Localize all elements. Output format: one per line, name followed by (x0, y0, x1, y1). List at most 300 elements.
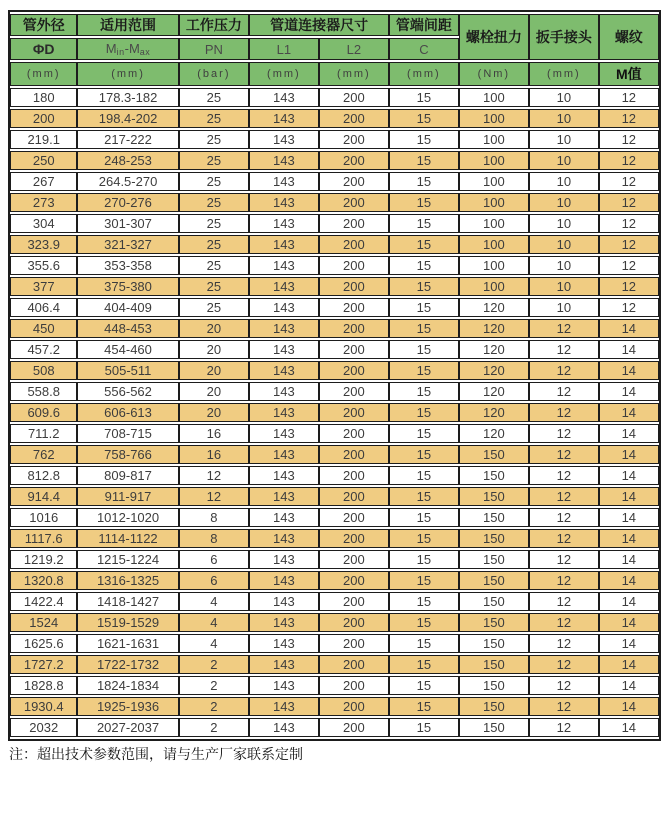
col-header-thread: 螺纹 (599, 14, 659, 60)
cell-applicable-range: 1925-1936 (77, 697, 178, 716)
cell-pipe-end-gap: 15 (389, 676, 458, 695)
cell-l2: 200 (319, 298, 390, 317)
cell-applicable-range: 301-307 (77, 214, 178, 233)
cell-outer-diameter: 1422.4 (10, 592, 77, 611)
cell-l1: 143 (249, 424, 318, 443)
cell-wrench-joint: 12 (529, 529, 598, 548)
cell-applicable-range: 321-327 (77, 235, 178, 254)
cell-outer-diameter: 711.2 (10, 424, 77, 443)
cell-bolt-torque: 150 (459, 508, 530, 527)
cell-thread-m-value: 14 (599, 361, 659, 380)
cell-thread-m-value: 12 (599, 298, 659, 317)
cell-working-pressure: 2 (179, 718, 250, 737)
cell-outer-diameter: 250 (10, 151, 77, 170)
table-row (10, 235, 659, 254)
table-row (10, 613, 659, 632)
cell-wrench-joint: 12 (529, 424, 598, 443)
cell-bolt-torque: 150 (459, 718, 530, 737)
table-row (10, 130, 659, 149)
cell-thread-m-value: 14 (599, 592, 659, 611)
cell-thread-m-value: 14 (599, 634, 659, 653)
cell-working-pressure: 20 (179, 382, 250, 401)
cell-thread-m-value: 14 (599, 550, 659, 569)
cell-applicable-range: 505-511 (77, 361, 178, 380)
table-row (10, 424, 659, 443)
cell-thread-m-value: 12 (599, 130, 659, 149)
table-row (10, 550, 659, 569)
cell-l1: 143 (249, 172, 318, 191)
cell-l1: 143 (249, 214, 318, 233)
cell-wrench-joint: 12 (529, 697, 598, 716)
cell-applicable-range: 1114-1122 (77, 529, 178, 548)
cell-outer-diameter: 304 (10, 214, 77, 233)
cell-applicable-range: 404-409 (77, 298, 178, 317)
cell-thread-m-value: 12 (599, 151, 659, 170)
cell-pipe-end-gap: 15 (389, 382, 458, 401)
cell-l1: 143 (249, 235, 318, 254)
cell-working-pressure: 20 (179, 319, 250, 338)
cell-l2: 200 (319, 319, 390, 338)
cell-pipe-end-gap: 15 (389, 718, 458, 737)
cell-applicable-range: 1418-1427 (77, 592, 178, 611)
cell-l2: 200 (319, 676, 390, 695)
symbol-l1: L1 (249, 38, 318, 60)
cell-l2: 200 (319, 487, 390, 506)
cell-pipe-end-gap: 15 (389, 214, 458, 233)
table-row (10, 172, 659, 191)
cell-l1: 143 (249, 361, 318, 380)
cell-outer-diameter: 609.6 (10, 403, 77, 422)
table-row (10, 256, 659, 275)
cell-thread-m-value: 14 (599, 613, 659, 632)
cell-wrench-joint: 12 (529, 592, 598, 611)
cell-l2: 200 (319, 403, 390, 422)
cell-applicable-range: 264.5-270 (77, 172, 178, 191)
cell-l2: 200 (319, 235, 390, 254)
cell-bolt-torque: 150 (459, 676, 530, 695)
cell-outer-diameter: 377 (10, 277, 77, 296)
cell-l1: 143 (249, 109, 318, 128)
cell-applicable-range: 1824-1834 (77, 676, 178, 695)
cell-l2: 200 (319, 130, 390, 149)
cell-working-pressure: 4 (179, 613, 250, 632)
cell-applicable-range: 198.4-202 (77, 109, 178, 128)
cell-thread-m-value: 14 (599, 655, 659, 674)
cell-thread-m-value: 12 (599, 277, 659, 296)
cell-thread-m-value: 14 (599, 445, 659, 464)
cell-wrench-joint: 12 (529, 340, 598, 359)
cell-working-pressure: 20 (179, 340, 250, 359)
cell-thread-m-value: 14 (599, 529, 659, 548)
cell-pipe-end-gap: 15 (389, 550, 458, 569)
cell-thread-m-value: 12 (599, 235, 659, 254)
cell-wrench-joint: 10 (529, 214, 598, 233)
cell-l2: 200 (319, 529, 390, 548)
cell-pipe-end-gap: 15 (389, 298, 458, 317)
cell-l2: 200 (319, 340, 390, 359)
cell-wrench-joint: 12 (529, 613, 598, 632)
symbol-l2: L2 (319, 38, 390, 60)
cell-working-pressure: 25 (179, 256, 250, 275)
cell-bolt-torque: 150 (459, 592, 530, 611)
cell-thread-m-value: 12 (599, 88, 659, 107)
cell-pipe-end-gap: 15 (389, 88, 458, 107)
unit-pressure-bar: (bar) (179, 62, 250, 86)
cell-bolt-torque: 150 (459, 529, 530, 548)
cell-outer-diameter: 2032 (10, 718, 77, 737)
cell-outer-diameter: 219.1 (10, 130, 77, 149)
cell-l1: 143 (249, 613, 318, 632)
cell-l1: 143 (249, 256, 318, 275)
cell-thread-m-value: 12 (599, 193, 659, 212)
table-row (10, 697, 659, 716)
cell-outer-diameter: 558.8 (10, 382, 77, 401)
cell-bolt-torque: 150 (459, 550, 530, 569)
cell-thread-m-value: 14 (599, 466, 659, 485)
cell-l2: 200 (319, 634, 390, 653)
cell-pipe-end-gap: 15 (389, 235, 458, 254)
cell-l1: 143 (249, 655, 318, 674)
cell-bolt-torque: 150 (459, 634, 530, 653)
cell-wrench-joint: 10 (529, 193, 598, 212)
table-row (10, 508, 659, 527)
cell-outer-diameter: 323.9 (10, 235, 77, 254)
cell-l1: 143 (249, 130, 318, 149)
cell-l2: 200 (319, 382, 390, 401)
cell-thread-m-value: 14 (599, 571, 659, 590)
table-row (10, 592, 659, 611)
table-row (10, 361, 659, 380)
cell-working-pressure: 6 (179, 571, 250, 590)
cell-pipe-end-gap: 15 (389, 592, 458, 611)
cell-thread-m-value: 14 (599, 697, 659, 716)
cell-bolt-torque: 100 (459, 193, 530, 212)
cell-l1: 143 (249, 382, 318, 401)
cell-working-pressure: 12 (179, 466, 250, 485)
cell-l1: 143 (249, 676, 318, 695)
cell-wrench-joint: 10 (529, 256, 598, 275)
unit-range-mm: (mm) (77, 62, 178, 86)
cell-bolt-torque: 150 (459, 487, 530, 506)
table-row (10, 403, 659, 422)
cell-pipe-end-gap: 15 (389, 571, 458, 590)
cell-pipe-end-gap: 15 (389, 319, 458, 338)
cell-applicable-range: 606-613 (77, 403, 178, 422)
cell-applicable-range: 178.3-182 (77, 88, 178, 107)
header-row-units (10, 62, 659, 86)
cell-applicable-range: 1316-1325 (77, 571, 178, 590)
cell-l1: 143 (249, 466, 318, 485)
table-row (10, 193, 659, 212)
cell-bolt-torque: 120 (459, 340, 530, 359)
cell-pipe-end-gap: 15 (389, 172, 458, 191)
cell-working-pressure: 16 (179, 445, 250, 464)
unit-torque-nm: (Nm) (459, 62, 530, 86)
cell-outer-diameter: 450 (10, 319, 77, 338)
cell-wrench-joint: 12 (529, 487, 598, 506)
cell-outer-diameter: 508 (10, 361, 77, 380)
table-row (10, 718, 659, 737)
cell-applicable-range: 2027-2037 (77, 718, 178, 737)
cell-applicable-range: 556-562 (77, 382, 178, 401)
unit-l1-mm: (mm) (249, 62, 318, 86)
cell-l2: 200 (319, 88, 390, 107)
table-row (10, 466, 659, 485)
cell-pipe-end-gap: 15 (389, 466, 458, 485)
col-header-connector-size: 管道连接器尺寸 (249, 14, 389, 36)
cell-working-pressure: 6 (179, 550, 250, 569)
cell-pipe-end-gap: 15 (389, 361, 458, 380)
col-header-wrench-joint: 扳手接头 (529, 14, 598, 60)
cell-pipe-end-gap: 15 (389, 424, 458, 443)
cell-outer-diameter: 914.4 (10, 487, 77, 506)
cell-outer-diameter: 1016 (10, 508, 77, 527)
cell-bolt-torque: 100 (459, 214, 530, 233)
cell-wrench-joint: 10 (529, 88, 598, 107)
cell-pipe-end-gap: 15 (389, 613, 458, 632)
symbol-pn: PN (179, 38, 250, 60)
cell-working-pressure: 25 (179, 151, 250, 170)
cell-applicable-range: 270-276 (77, 193, 178, 212)
cell-working-pressure: 25 (179, 109, 250, 128)
table-row (10, 319, 659, 338)
col-header-applicable-range: 适用范围 (77, 14, 178, 36)
cell-pipe-end-gap: 15 (389, 340, 458, 359)
symbol-c: C (389, 38, 458, 60)
cell-applicable-range: 353-358 (77, 256, 178, 275)
cell-l2: 200 (319, 550, 390, 569)
cell-l1: 143 (249, 88, 318, 107)
cell-thread-m-value: 12 (599, 109, 659, 128)
cell-bolt-torque: 150 (459, 655, 530, 674)
cell-applicable-range: 454-460 (77, 340, 178, 359)
cell-l2: 200 (319, 718, 390, 737)
cell-wrench-joint: 12 (529, 466, 598, 485)
cell-wrench-joint: 12 (529, 718, 598, 737)
table-row (10, 634, 659, 653)
cell-l2: 200 (319, 361, 390, 380)
table-row (10, 382, 659, 401)
cell-outer-diameter: 273 (10, 193, 77, 212)
table-row (10, 445, 659, 464)
table-row (10, 655, 659, 674)
cell-working-pressure: 25 (179, 235, 250, 254)
cell-bolt-torque: 100 (459, 277, 530, 296)
cell-wrench-joint: 12 (529, 550, 598, 569)
cell-applicable-range: 758-766 (77, 445, 178, 464)
cell-l1: 143 (249, 151, 318, 170)
cell-wrench-joint: 12 (529, 634, 598, 653)
cell-bolt-torque: 150 (459, 613, 530, 632)
cell-pipe-end-gap: 15 (389, 529, 458, 548)
cell-l2: 200 (319, 466, 390, 485)
cell-working-pressure: 8 (179, 529, 250, 548)
cell-pipe-end-gap: 15 (389, 487, 458, 506)
cell-outer-diameter: 1320.8 (10, 571, 77, 590)
cell-outer-diameter: 1219.2 (10, 550, 77, 569)
cell-bolt-torque: 100 (459, 109, 530, 128)
cell-l1: 143 (249, 571, 318, 590)
cell-l2: 200 (319, 109, 390, 128)
cell-pipe-end-gap: 15 (389, 445, 458, 464)
cell-wrench-joint: 10 (529, 130, 598, 149)
table-row (10, 487, 659, 506)
cell-working-pressure: 25 (179, 193, 250, 212)
symbol-min-max: Min-Max (77, 38, 178, 60)
table-row (10, 88, 659, 107)
cell-bolt-torque: 120 (459, 424, 530, 443)
header-row-titles (10, 14, 659, 36)
cell-bolt-torque: 150 (459, 445, 530, 464)
cell-wrench-joint: 10 (529, 109, 598, 128)
cell-applicable-range: 375-380 (77, 277, 178, 296)
cell-l1: 143 (249, 319, 318, 338)
cell-thread-m-value: 14 (599, 508, 659, 527)
cell-thread-m-value: 14 (599, 676, 659, 695)
unit-wrench-mm: (mm) (529, 62, 598, 86)
cell-thread-m-value: 14 (599, 424, 659, 443)
symbol-phi-d: ΦD (10, 38, 77, 60)
cell-outer-diameter: 1828.8 (10, 676, 77, 695)
cell-working-pressure: 25 (179, 130, 250, 149)
cell-outer-diameter: 267 (10, 172, 77, 191)
cell-l2: 200 (319, 592, 390, 611)
unit-thread-m-value: M值 (599, 62, 659, 86)
cell-l1: 143 (249, 403, 318, 422)
table-row (10, 151, 659, 170)
cell-working-pressure: 25 (179, 172, 250, 191)
cell-applicable-range: 217-222 (77, 130, 178, 149)
cell-working-pressure: 25 (179, 277, 250, 296)
cell-pipe-end-gap: 15 (389, 655, 458, 674)
cell-l1: 143 (249, 340, 318, 359)
cell-l1: 143 (249, 508, 318, 527)
cell-pipe-end-gap: 15 (389, 109, 458, 128)
table-row (10, 298, 659, 317)
cell-working-pressure: 2 (179, 655, 250, 674)
table-row (10, 277, 659, 296)
table-row (10, 340, 659, 359)
cell-applicable-range: 708-715 (77, 424, 178, 443)
cell-l2: 200 (319, 508, 390, 527)
cell-working-pressure: 25 (179, 88, 250, 107)
cell-l2: 200 (319, 193, 390, 212)
cell-l2: 200 (319, 613, 390, 632)
cell-outer-diameter: 457.2 (10, 340, 77, 359)
cell-wrench-joint: 12 (529, 319, 598, 338)
cell-l2: 200 (319, 571, 390, 590)
cell-l1: 143 (249, 298, 318, 317)
cell-applicable-range: 1215-1224 (77, 550, 178, 569)
cell-wrench-joint: 10 (529, 298, 598, 317)
cell-applicable-range: 1722-1732 (77, 655, 178, 674)
cell-l2: 200 (319, 424, 390, 443)
cell-l1: 143 (249, 634, 318, 653)
cell-bolt-torque: 120 (459, 403, 530, 422)
cell-outer-diameter: 406.4 (10, 298, 77, 317)
cell-wrench-joint: 10 (529, 277, 598, 296)
cell-pipe-end-gap: 15 (389, 634, 458, 653)
cell-applicable-range: 1621-1631 (77, 634, 178, 653)
cell-outer-diameter: 1524 (10, 613, 77, 632)
cell-applicable-range: 248-253 (77, 151, 178, 170)
cell-outer-diameter: 355.6 (10, 256, 77, 275)
cell-bolt-torque: 150 (459, 466, 530, 485)
cell-applicable-range: 1519-1529 (77, 613, 178, 632)
cell-thread-m-value: 14 (599, 340, 659, 359)
cell-thread-m-value: 14 (599, 382, 659, 401)
cell-wrench-joint: 12 (529, 382, 598, 401)
unit-od-mm: (mm) (10, 62, 77, 86)
cell-applicable-range: 448-453 (77, 319, 178, 338)
cell-bolt-torque: 100 (459, 256, 530, 275)
cell-thread-m-value: 14 (599, 487, 659, 506)
cell-wrench-joint: 12 (529, 676, 598, 695)
cell-l1: 143 (249, 529, 318, 548)
cell-outer-diameter: 812.8 (10, 466, 77, 485)
cell-l2: 200 (319, 445, 390, 464)
table-header (10, 14, 659, 86)
cell-pipe-end-gap: 15 (389, 508, 458, 527)
cell-pipe-end-gap: 15 (389, 256, 458, 275)
cell-working-pressure: 25 (179, 298, 250, 317)
cell-wrench-joint: 12 (529, 508, 598, 527)
cell-wrench-joint: 12 (529, 361, 598, 380)
cell-applicable-range: 911-917 (77, 487, 178, 506)
cell-wrench-joint: 10 (529, 172, 598, 191)
cell-wrench-joint: 12 (529, 655, 598, 674)
cell-applicable-range: 809-817 (77, 466, 178, 485)
cell-bolt-torque: 120 (459, 298, 530, 317)
cell-working-pressure: 20 (179, 361, 250, 380)
cell-l1: 143 (249, 445, 318, 464)
cell-outer-diameter: 1930.4 (10, 697, 77, 716)
cell-outer-diameter: 180 (10, 88, 77, 107)
cell-bolt-torque: 150 (459, 697, 530, 716)
cell-l2: 200 (319, 697, 390, 716)
cell-l1: 143 (249, 487, 318, 506)
cell-l2: 200 (319, 655, 390, 674)
cell-working-pressure: 4 (179, 592, 250, 611)
cell-bolt-torque: 120 (459, 319, 530, 338)
col-header-pipe-end-gap: 管端间距 (389, 14, 458, 36)
footer-note: 注：超出技术参数范围，请与生产厂家联系定制 (9, 746, 303, 762)
col-header-bolt-torque: 螺栓扭力 (459, 14, 530, 60)
cell-wrench-joint: 12 (529, 571, 598, 590)
cell-l2: 200 (319, 172, 390, 191)
cell-working-pressure: 4 (179, 634, 250, 653)
pipe-connector-spec-table (8, 10, 661, 741)
table-body (10, 88, 659, 737)
cell-l1: 143 (249, 550, 318, 569)
cell-pipe-end-gap: 15 (389, 193, 458, 212)
cell-l2: 200 (319, 256, 390, 275)
cell-bolt-torque: 100 (459, 88, 530, 107)
cell-bolt-torque: 100 (459, 151, 530, 170)
table-row (10, 529, 659, 548)
cell-l1: 143 (249, 193, 318, 212)
cell-pipe-end-gap: 15 (389, 697, 458, 716)
cell-outer-diameter: 200 (10, 109, 77, 128)
cell-working-pressure: 16 (179, 424, 250, 443)
cell-working-pressure: 2 (179, 697, 250, 716)
cell-pipe-end-gap: 15 (389, 130, 458, 149)
unit-l2-mm: (mm) (319, 62, 390, 86)
cell-pipe-end-gap: 15 (389, 277, 458, 296)
cell-bolt-torque: 100 (459, 235, 530, 254)
cell-thread-m-value: 12 (599, 172, 659, 191)
cell-l1: 143 (249, 277, 318, 296)
